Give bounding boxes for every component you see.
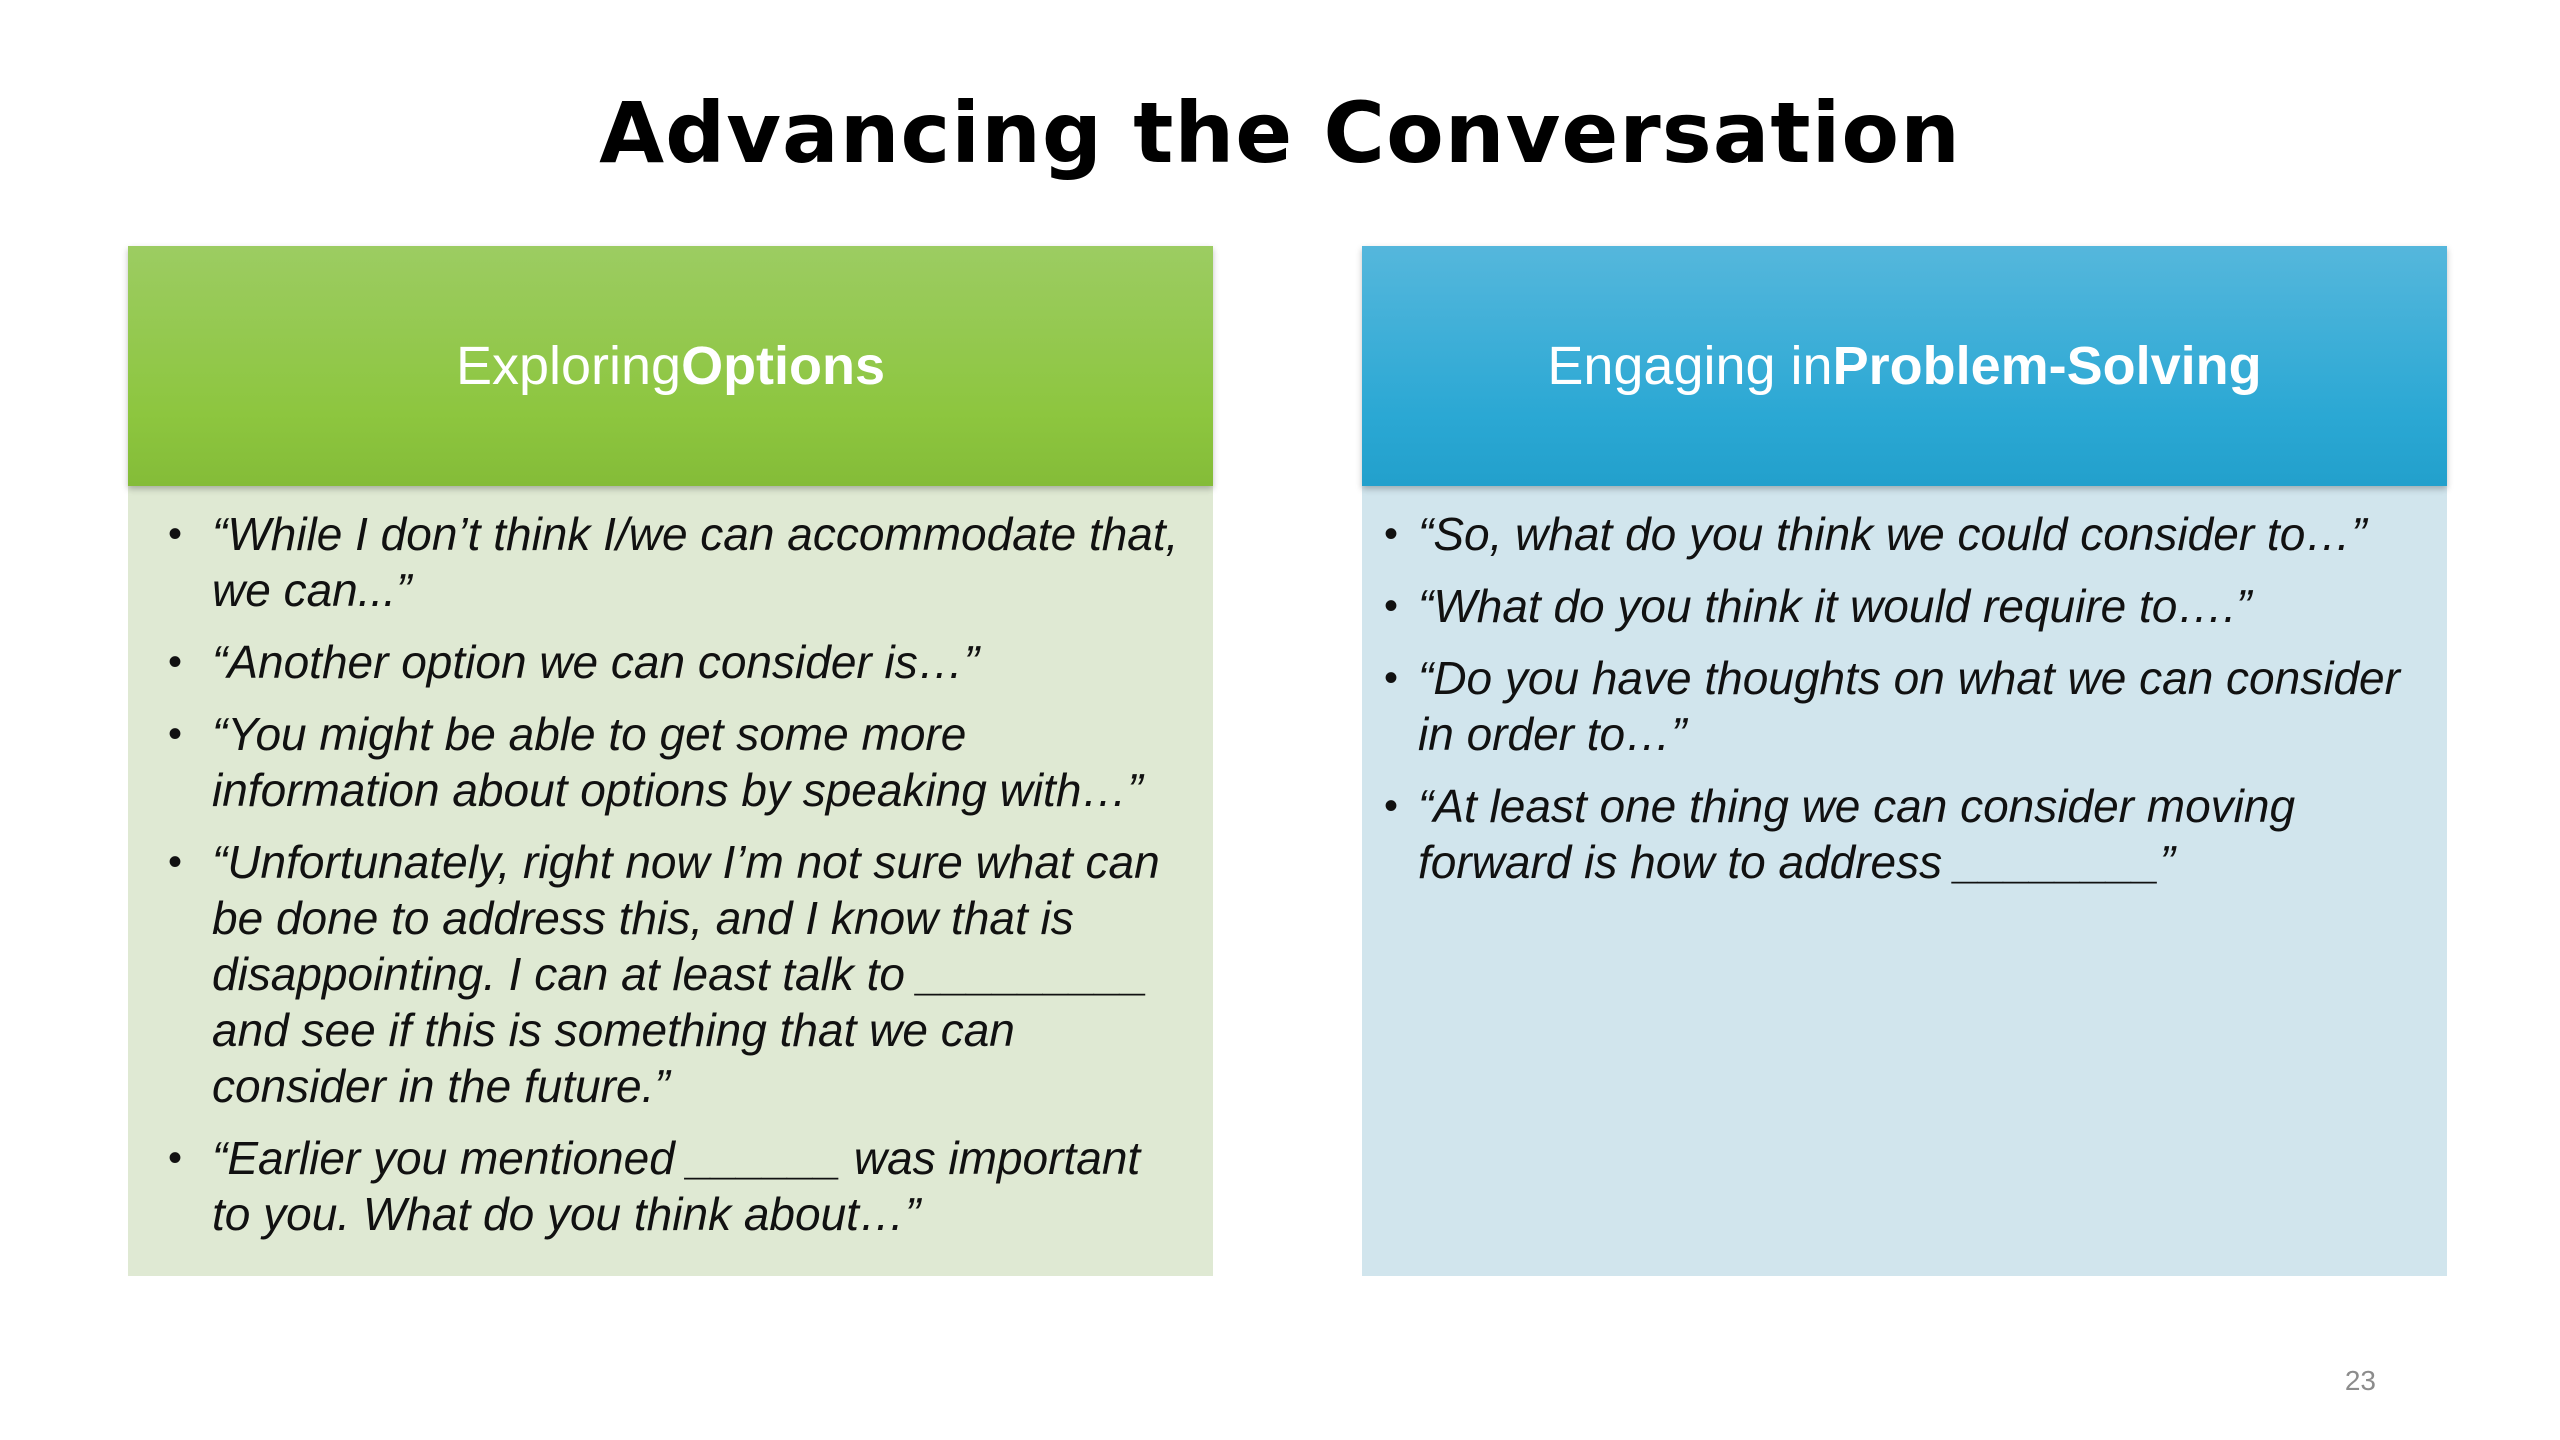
bullet-icon: • xyxy=(168,512,183,556)
problem-solving-body xyxy=(1362,486,2447,1276)
list-item-text: “Another option we can consider is…” xyxy=(212,636,980,688)
problem-solving-header-regular: Engaging in xyxy=(1547,336,1833,396)
bullet-icon: • xyxy=(1384,656,1399,700)
exploring-options-list xyxy=(154,506,1183,1242)
exploring-options-card xyxy=(128,246,1213,1276)
bullet-icon: • xyxy=(1384,784,1399,828)
list-item-text: “So, what do you think we could consider to…” xyxy=(1418,508,2367,560)
list-item-text: “Do you have thoughts on what we can consider in order to…” xyxy=(1418,652,2400,760)
exploring-options-header xyxy=(128,246,1213,486)
bullet-icon: • xyxy=(168,1136,183,1180)
list-item xyxy=(1380,650,2417,762)
list-item xyxy=(154,634,1183,690)
bullet-icon: • xyxy=(168,712,183,756)
list-item xyxy=(154,706,1183,818)
problem-solving-card xyxy=(1362,246,2447,1276)
list-item-text: “While I don’t think I/we can accommodate that, we can...” xyxy=(212,508,1179,616)
list-item xyxy=(154,506,1183,618)
list-item-text: “You might be able to get some more information about options by speaking with…” xyxy=(212,708,1143,816)
exploring-options-body xyxy=(128,486,1213,1276)
list-item-text: “Unfortunately, right now I’m not sure what can be done to address this, and I know that is disappointing. I can at least talk to _________ and see if this is something that we can consider in the future.” xyxy=(212,836,1160,1112)
page-number: 23 xyxy=(2344,1365,2376,1396)
bullet-icon: • xyxy=(168,840,183,884)
list-item xyxy=(154,834,1183,1114)
bullet-icon: • xyxy=(1384,584,1399,628)
problem-solving-list xyxy=(1380,506,2417,890)
exploring-options-header-regular: Exploring xyxy=(455,336,682,396)
list-item xyxy=(154,1130,1183,1242)
bullet-icon: • xyxy=(168,640,183,684)
list-item xyxy=(1380,578,2417,634)
slide-title: Advancing the Conversation xyxy=(599,84,1961,182)
list-item xyxy=(1380,778,2417,890)
list-item-text: “What do you think it would require to….” xyxy=(1418,580,2252,632)
list-item-text: “At least one thing we can consider moving forward is how to address ________” xyxy=(1418,780,2296,888)
list-item-text: “Earlier you mentioned ______ was important to you. What do you think about…” xyxy=(212,1132,1141,1240)
problem-solving-header-bold: Problem-Solving xyxy=(1832,336,2262,396)
bullet-icon: • xyxy=(1384,512,1399,556)
exploring-options-header-bold: Options xyxy=(681,336,886,396)
problem-solving-header xyxy=(1362,246,2447,486)
list-item xyxy=(1380,506,2417,562)
